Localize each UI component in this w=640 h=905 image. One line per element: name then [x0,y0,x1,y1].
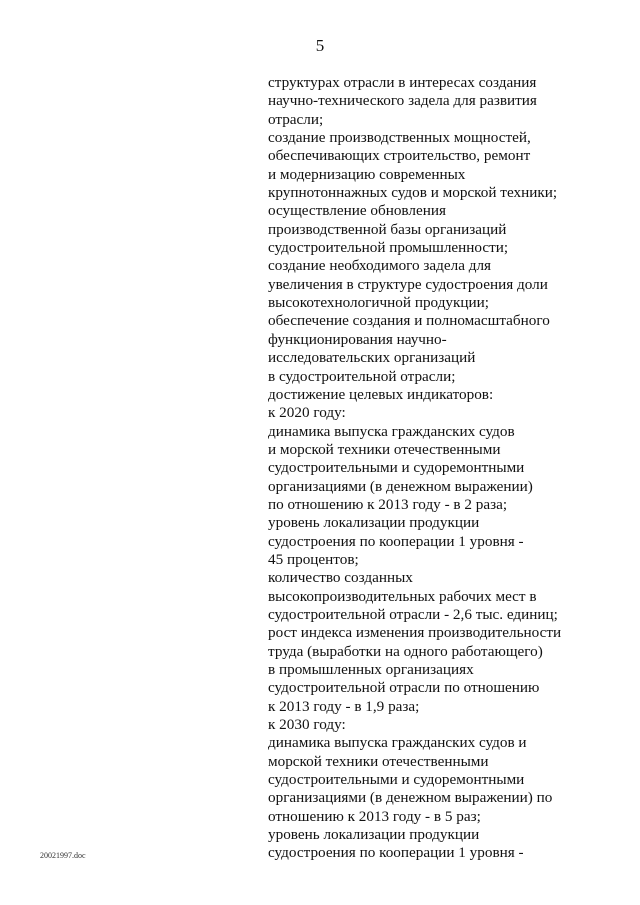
text-line: уровень локализации продукции [268,514,480,532]
text-line: в судостроительной отрасли; [268,367,456,385]
text-line: создание производственных мощностей, [268,129,531,147]
text-line: рост индекса изменения производительности [268,624,562,642]
text-line: к 2030 году: [268,716,346,734]
text-line: организациями (в денежном выражении) [268,477,533,495]
text-line: крупнотоннажных судов и морской техники; [268,184,558,202]
text-line: в промышленных организациях [268,661,474,678]
text-line: высокопроизводительных рабочих мест в [268,587,537,605]
text-line: достижение целевых индикаторов: [268,385,494,403]
text-line: судостроительной промышленности; [268,239,509,257]
text-line: уровень локализации продукции [268,826,480,844]
text-line: судостроительными и судоремонтными [268,459,525,477]
text-line: динамика выпуска гражданских судов и [268,734,527,752]
text-line: структурах отрасли в интересах создания [268,74,537,91]
text-line: и морской техники отечественными [268,440,501,458]
text-line: высокотехнологичной продукции; [268,294,489,312]
text-line: морской техники отечественными [268,752,489,770]
text-line: судостроения по кооперации 1 уровня - [268,844,524,862]
text-line: судостроения по кооперации 1 уровня - [268,532,524,550]
document-body [268,74,628,863]
text-line: научно-технического задела для развития [268,92,537,110]
text-line: к 2013 году - в 1,9 раза; [268,697,420,715]
text-line: 45 процентов; [268,550,359,568]
text-line: отношению к 2013 году - в 5 раз; [268,807,481,825]
text-line: обеспечение создания и полномасштабного [268,312,550,330]
text-line: количество созданных [268,569,413,587]
text-line: к 2020 году: [268,404,346,422]
text-line: исследовательских организаций [268,349,476,367]
text-line: организациями (в денежном выражении) по [268,789,553,807]
text-line: обеспечивающих строительство, ремонт [268,147,531,165]
text-line: увеличения в структуре судостроения доли [268,275,548,293]
text-line: по отношению к 2013 году - в 2 раза; [268,495,508,513]
text-line: осуществление обновления [268,202,446,220]
text-line: создание необходимого задела для [268,257,492,275]
text-line: функционирования научно- [268,330,447,348]
text-line: и модернизацию современных [268,165,466,183]
page-number: 5 [315,36,325,55]
text-line: труда (выработки на одного работающего) [268,642,543,660]
text-line: отрасли; [268,110,324,128]
text-line: судостроительной отрасли - 2,6 тыс. единиц; [268,605,558,623]
text-line: динамика выпуска гражданских судов [268,422,515,440]
text-line: судостроительной отрасли по отношению [268,679,540,697]
footer-filename: 20021997.doc [40,851,86,860]
text-line: производственной базы организаций [268,220,507,238]
text-line: судостроительными и судоремонтными [268,771,525,789]
